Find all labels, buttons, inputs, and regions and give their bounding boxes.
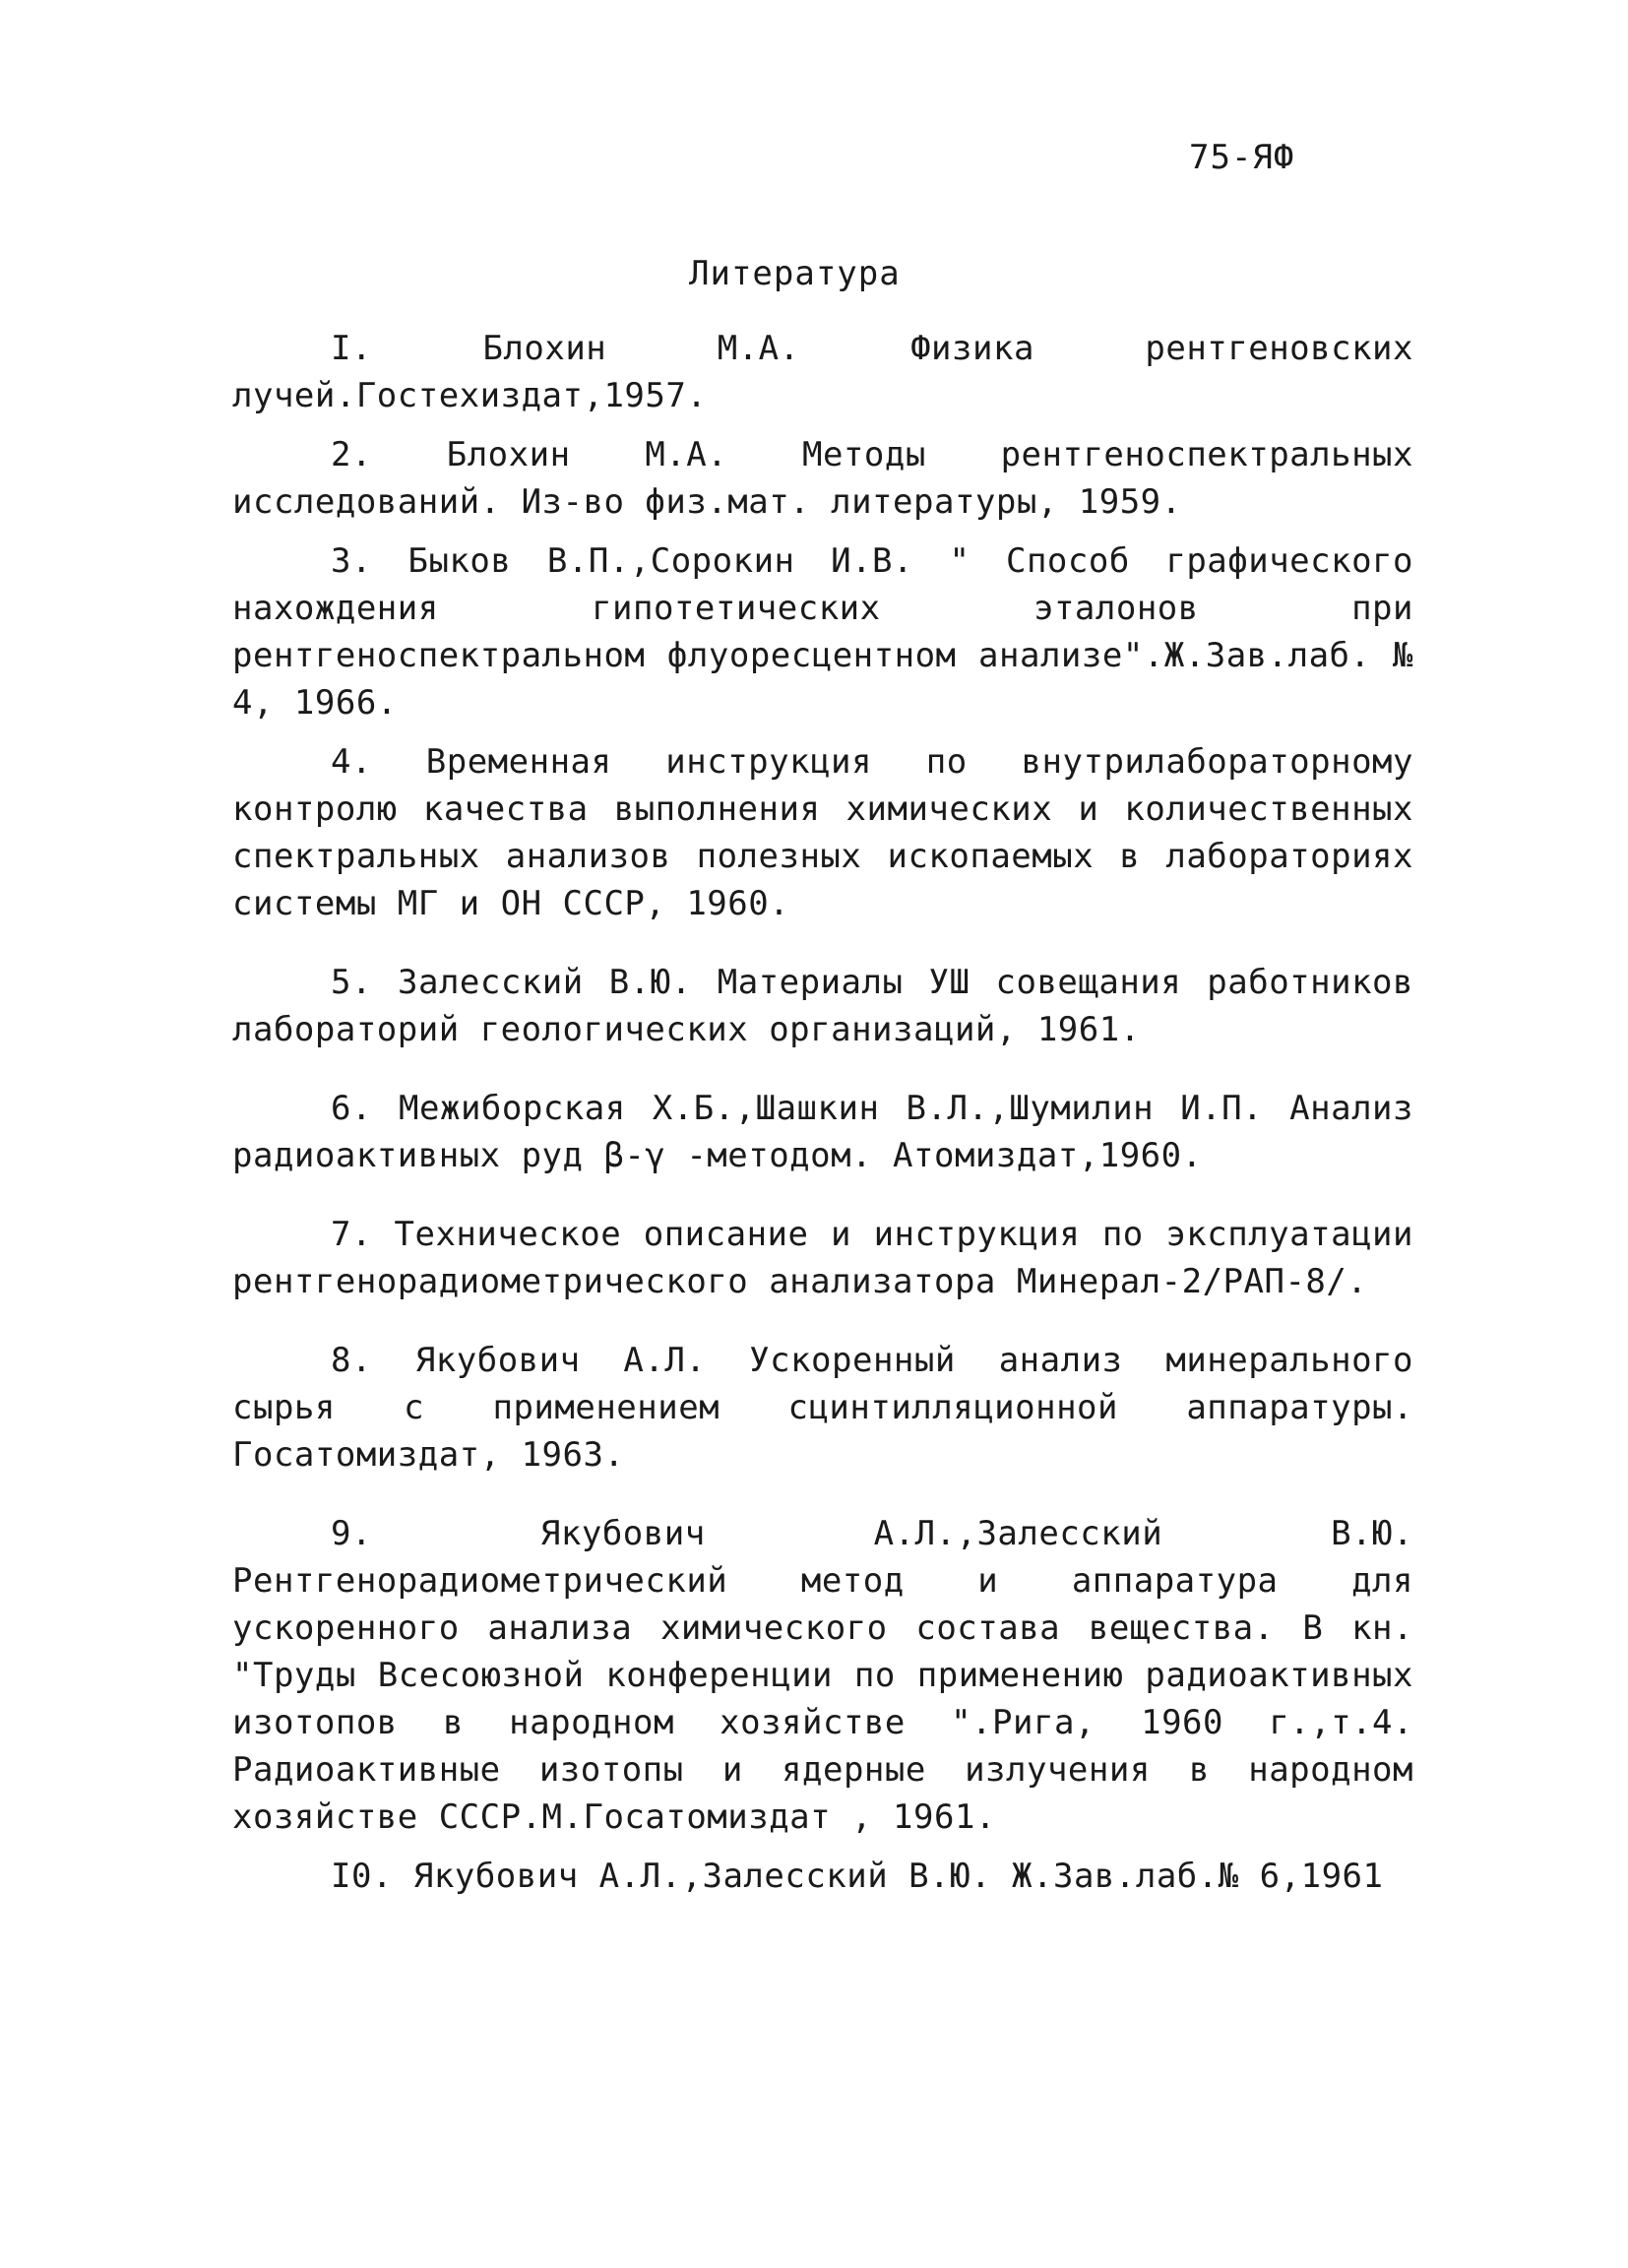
reference-item bbox=[232, 1211, 1413, 1305]
reference-text: Блохин М.А. Методы рентгеноспектральных исследований. Из-во физ.мат. литературы, 1959. bbox=[232, 435, 1413, 522]
reference-number: 4. bbox=[331, 742, 372, 782]
reference-item bbox=[232, 537, 1413, 726]
reference-item bbox=[232, 1085, 1413, 1179]
reference-text: Межиборская Х.Б.,Шашкин В.Л.,Шумилин И.П. Анализ радиоактивных руд β-γ -методом. Атомиздат,1960. bbox=[232, 1089, 1413, 1175]
page-title: Литература bbox=[689, 254, 901, 293]
reference-text: Временная инструкция по внутрилабораторному контролю качества выполнения химических и количественных спектральных анализов полезных ископаемых в лабораториях системы МГ и ОН СССР, 1960. bbox=[232, 742, 1413, 923]
reference-number: 9. bbox=[331, 1514, 372, 1553]
reference-item bbox=[232, 1337, 1413, 1479]
reference-number: I0. bbox=[331, 1857, 393, 1896]
reference-text: Якубович А.Л.,Залесский В.Ю. Ж.Зав.лаб.№ 6,1961 bbox=[412, 1857, 1384, 1896]
reference-text: Техническое описание и инструкция по эксплуатации рентгенорадиометрического анализатора Минерал-2/РАП-8/. bbox=[232, 1215, 1413, 1301]
reference-item bbox=[232, 325, 1413, 419]
reference-text: Залесский В.Ю. Материалы УШ совещания работников лабораторий геологических организаций, 1961. bbox=[232, 963, 1413, 1049]
reference-number: 6. bbox=[331, 1089, 372, 1128]
reference-number: 8. bbox=[331, 1341, 372, 1380]
reference-item bbox=[232, 1510, 1413, 1841]
reference-text: Якубович А.Л.,Залесский В.Ю. Рентгенорадиометрический метод и аппаратура для ускоренного анализа химического состава вещества. В кн. "Труды Всесоюзной конференции по применению радиоактивных изотопов в народном хозяйстве ".Рига, 1960 г.,т.4. Радиоактивные изотопы и ядерные излучения в народном хозяйстве СССР.М.Госатомиздат , 1961. bbox=[232, 1514, 1413, 1837]
reference-list bbox=[232, 325, 1413, 1900]
reference-number: 7. bbox=[331, 1215, 372, 1254]
reference-number: 2. bbox=[331, 435, 372, 474]
reference-text: Блохин М.А. Физика рентгеновских лучей.Гостехиздат,1957. bbox=[232, 329, 1413, 415]
page-code: 75-ЯФ bbox=[1189, 138, 1295, 177]
reference-number: 3. bbox=[331, 541, 372, 581]
reference-item bbox=[232, 738, 1413, 927]
reference-item bbox=[232, 1853, 1413, 1900]
reference-item bbox=[232, 959, 1413, 1053]
reference-item bbox=[232, 431, 1413, 526]
reference-number: I. bbox=[331, 329, 372, 368]
reference-text: Быков В.П.,Сорокин И.В. " Способ графического нахождения гипотетических эталонов при рентгеноспектральном флуоресцентном анализе".Ж.Зав.лаб. № 4, 1966. bbox=[232, 541, 1413, 723]
reference-number: 5. bbox=[331, 963, 372, 1002]
reference-text: Якубович А.Л. Ускоренный анализ минерального сырья с применением сцинтилляционной аппаратуры. Госатомиздат, 1963. bbox=[232, 1341, 1413, 1475]
